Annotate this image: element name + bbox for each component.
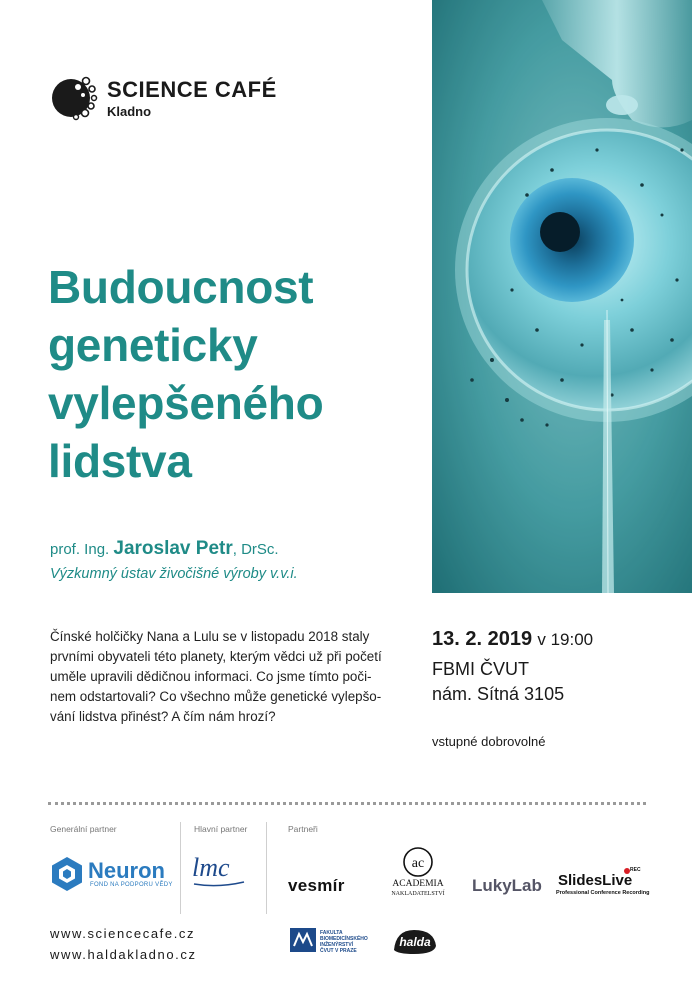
title-line: vylepšeného <box>48 377 324 429</box>
egg-cell-microinjection-image <box>432 0 692 593</box>
speaker-prefix: prof. Ing. <box>50 541 110 558</box>
title-line: geneticky <box>48 319 258 371</box>
speaker-institute: Výzkumný ústav živočišné výroby v.v.i. <box>50 566 298 582</box>
speaker <box>50 538 279 560</box>
academia-logo <box>386 879 450 899</box>
event-date-value: 13. 2. 2019 <box>432 628 533 650</box>
entry-note: vstupné dobrovolné <box>432 734 546 749</box>
description <box>50 627 395 727</box>
lmc-logo-text: lmc <box>192 853 230 882</box>
speaker-suffix: , DrSc. <box>232 541 279 558</box>
event-venue <box>432 657 564 707</box>
event-date <box>432 628 593 651</box>
lukylab-logo: LukyLab <box>472 876 542 895</box>
venue-line: FBMI ČVUT <box>432 659 529 679</box>
fbmi-line: INŽENÝRSTVÍ <box>320 942 354 948</box>
slideslive-rec-label: REC <box>630 867 641 873</box>
slideslive-logo: SlidesLive <box>558 872 633 889</box>
science-cafe-logo-icon <box>50 73 98 121</box>
academia-logo-icon <box>402 846 434 878</box>
halda-logo-icon <box>390 926 440 956</box>
description-line: uměle upravili dědičnou informaci. Co jsme tímto poči- <box>50 669 372 684</box>
logo-subtitle: Kladno <box>107 104 152 119</box>
event-time: v 19:00 <box>537 630 594 649</box>
lmc-logo-icon <box>188 846 248 890</box>
title-line: Budoucnost <box>48 261 314 313</box>
description-line: Čínské holčičky Nana a Lulu se v listopadu 2018 staly <box>50 629 370 644</box>
fbmi-line: ČVUT V PRAZE <box>320 948 357 954</box>
main-partner-label: Hlavní partner <box>194 824 248 834</box>
vesmir-logo: vesmír <box>288 876 345 895</box>
fbmi-line: FAKULTA <box>320 930 343 936</box>
venue-line: nám. Sítná 3105 <box>432 684 565 704</box>
academia-name: ACADEMIA <box>392 879 444 889</box>
partners-label: Partneři <box>288 824 318 834</box>
fbmi-logo-icon <box>290 928 316 952</box>
fbmi-text <box>320 930 368 954</box>
title-line: lidstva <box>48 435 192 487</box>
halda-logo-text: halda <box>399 935 431 949</box>
academia-subtitle: NAKLADATELSTVÍ <box>391 891 445 897</box>
neuron-tagline: FOND NA PODPORU VĚDY <box>90 882 173 888</box>
url-sciencecafe[interactable]: www.sciencecafe.cz <box>50 926 196 941</box>
description-line: prvními obyvateli této planety, kterým vědci už při početí <box>50 649 382 664</box>
speaker-name: Jaroslav Petr <box>113 538 233 559</box>
logo-title: SCIENCE CAFÉ <box>107 77 277 102</box>
description-line: vání lidstva přinést? A čím nám hrozí? <box>50 709 276 724</box>
svg-text:ac: ac <box>411 856 425 871</box>
neuron-logo-text: Neuron <box>88 858 165 883</box>
url-haldakladno[interactable]: www.haldakladno.cz <box>50 947 197 962</box>
partner-separator <box>266 822 267 914</box>
dotted-divider <box>48 802 646 805</box>
lecture-title <box>48 258 428 490</box>
partner-separator <box>180 822 181 914</box>
slideslive-tagline: Professional Conference Recording <box>556 890 650 896</box>
fbmi-line: BIOMEDICÍNSKÉHO <box>320 936 368 942</box>
neuron-logo-icon <box>50 856 84 892</box>
general-partner-label: Generální partner <box>50 824 117 834</box>
description-line: nem odstartovali? Co všechno může genetické vylepšo- <box>50 689 382 704</box>
